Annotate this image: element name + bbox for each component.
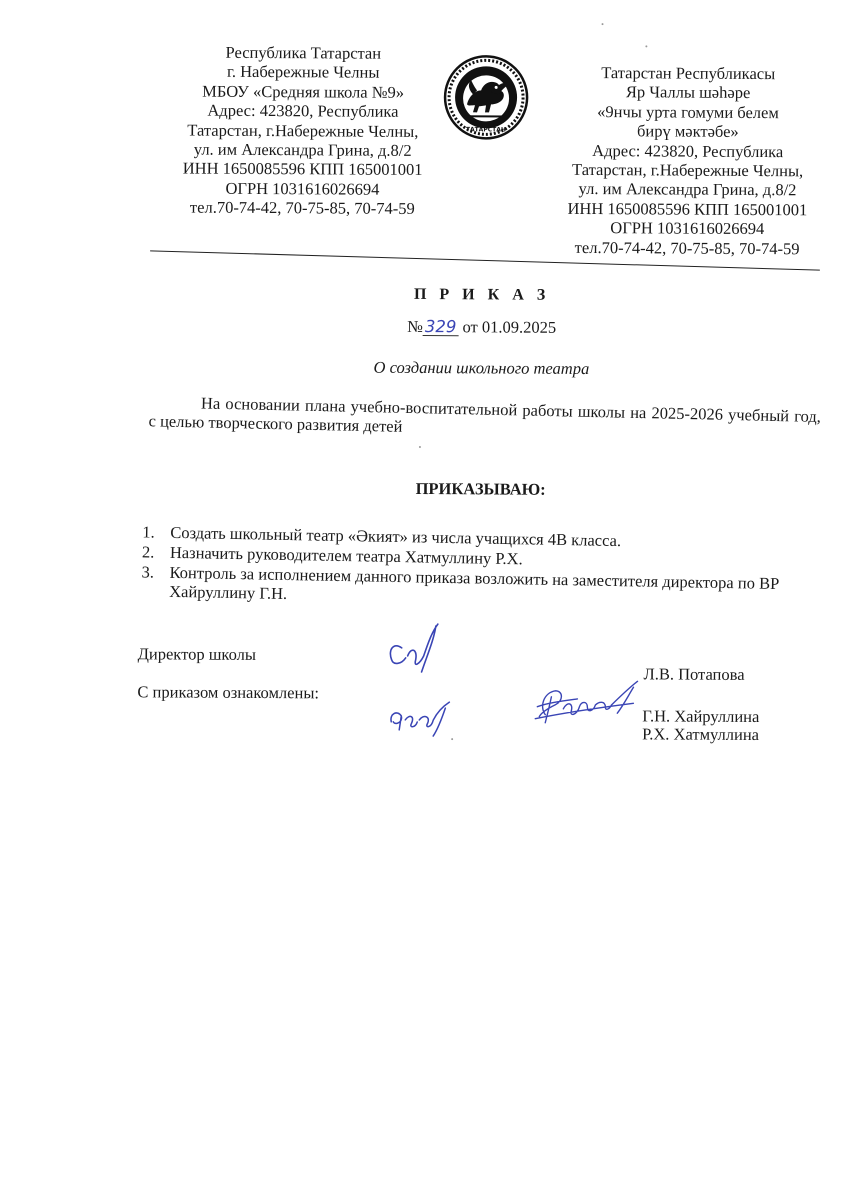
acknowledgement-names — [642, 707, 759, 744]
header-right-tatar — [532, 63, 843, 259]
order-number-line — [332, 316, 632, 338]
header-right-line: бирү мәктәбе» — [636, 121, 739, 142]
header-right-line: ИНН 1650085596 КПП 165001001 — [567, 198, 808, 220]
header-left-line: Татарстан, г.Набережные Челны, — [187, 120, 419, 141]
header-right-line: «9нчы урта гомуми белем — [597, 101, 779, 122]
scan-speck — [451, 738, 453, 740]
document-title: П Р И К А З — [413, 285, 550, 304]
director-name: Л.В. Потапова — [643, 664, 745, 684]
header-left-line: ОГРН 1031616026694 — [225, 178, 380, 199]
scan-speck — [419, 446, 421, 448]
order-subject: О создании школьного театра — [373, 357, 590, 379]
list-item-text: Создать школьный театр «Әкият» из числа учащихся 4В класса. — [170, 522, 622, 551]
header-left-line: ИНН 1650085596 КПП 165001001 — [182, 158, 423, 180]
header-left-russian — [152, 42, 453, 218]
header-right-line: тел.70-74-42, 70-75-85, 70-74-59 — [574, 237, 800, 258]
order-items-list — [137, 522, 828, 614]
list-item-index: 2. — [141, 542, 155, 562]
header-left-line: МБОУ «Средняя школа №9» — [202, 81, 405, 102]
emblem-ring-text: ТАТАРСТАН — [465, 126, 506, 134]
order-directive-heading: ПРИКАЗЫВАЮ: — [415, 478, 546, 499]
order-date: от 01.09.2025 — [462, 317, 557, 337]
scan-speck — [645, 45, 647, 47]
ack-signature-khairullina — [533, 679, 641, 730]
header-right-line: Татарстан, г.Набережные Челны, — [572, 159, 804, 181]
header-right-line: Татарстан Республикасы — [601, 63, 776, 84]
order-basis: На основании плана учебно-воспитательной работы школы на 2025-2026 учебный год, с целью творческого развития детей — [148, 393, 822, 436]
list-item-index: 1. — [142, 522, 155, 542]
director-label: Директор школы — [137, 644, 257, 664]
header-left-line: г. Набережные Челны — [226, 62, 380, 83]
ack-name: Г.Н. Хайруллина — [642, 706, 760, 727]
ack-signature-khatmullina — [387, 698, 457, 738]
header-left-line: тел.70-74-42, 70-75-85, 70-74-59 — [189, 197, 415, 219]
number-sign: № — [407, 316, 423, 336]
list-item-text: Контроль за исполнением данного приказа возложить на заместителя директора по ВР Хайруллину Г.Н. — [169, 562, 780, 603]
list-item-index: 3. — [141, 562, 155, 582]
header-right-line: Адрес: 423820, Республика — [592, 140, 784, 161]
header-left-line: ул. им Александра Грина, д.8/2 — [193, 139, 412, 160]
header-left-line: Республика Татарстан — [225, 42, 382, 63]
header-right-line: ОГРН 1031616026694 — [610, 218, 765, 239]
header-left-line: Адрес: 423820, Республика — [207, 100, 399, 122]
acknowledgement-label: С приказом ознакомлены: — [137, 682, 320, 703]
order-number: 329 — [424, 317, 457, 337]
director-signature — [384, 620, 446, 680]
header-right-line: ул. им Александра Грина, д.8/2 — [578, 179, 797, 200]
tatarstan-coat-of-arms-icon — [443, 54, 530, 141]
ack-name: Р.Х. Хатмуллина — [642, 724, 760, 745]
scan-speck — [602, 23, 604, 25]
header-right-line: Яр Чаллы шәһәре — [625, 82, 751, 103]
list-item-text: Назначить руководителем театра Хатмуллину Р.Х. — [169, 542, 523, 569]
